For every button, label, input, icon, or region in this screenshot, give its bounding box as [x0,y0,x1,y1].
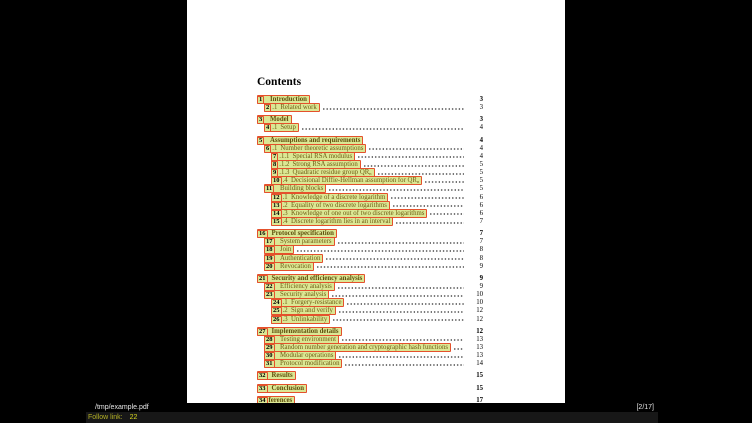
leader-dots [332,295,464,297]
leader-dots [299,376,464,378]
toc-row [257,144,483,152]
toc-page-number: 5 [479,160,483,168]
toc-row [257,209,483,217]
toc-row [257,282,483,290]
toc-row [257,95,483,103]
toc-page-number: 12 [476,327,483,335]
link-hint-label: 19 [266,254,273,262]
toc-number [272,177,288,184]
link-hint-label: 17 [266,238,273,246]
toc-row [257,136,483,144]
toc-number [265,246,277,253]
link-hint-label: 31 [266,360,273,368]
leader-dots [295,120,465,122]
toc-link[interactable] [264,359,342,368]
leader-dots [333,319,464,321]
toc-row [257,168,483,176]
toc-number [265,238,277,245]
toc-row [257,290,483,298]
toc-page-number: 8 [479,246,483,254]
toc-number-rest: .1 [282,193,288,201]
leader-dots [317,266,464,268]
link-hint-label: 18 [266,246,273,254]
toc-page-number: 5 [479,177,483,185]
link-hint-label: 27 [259,327,266,335]
leader-dots [425,181,464,183]
toc-number [265,145,277,152]
link-hint-label: 8 [273,160,277,168]
link-hint-label: 9 [273,169,277,177]
toc-title: Number theoretic assumptions [280,144,364,152]
toc-title: Special RSA modulus [292,152,353,160]
toc-number [258,328,269,335]
toc-number [258,230,269,237]
leader-dots [358,156,464,158]
toc-title: Security analysis [280,291,327,299]
leader-dots [340,234,464,236]
toc-title: Protocol modification [280,360,340,368]
toc-page-number: 12 [476,315,483,323]
toc-title: Testing environment [280,335,336,343]
leader-dots [430,213,464,215]
toc-page-number: 5 [479,169,483,177]
link-hint-label: 5 [259,136,263,144]
toc-number-rest: .1 [272,104,278,112]
toc-row [257,201,483,209]
toc-page-number: 3 [479,96,483,103]
link-hint-label: 16 [259,230,266,238]
toc-title: Conclusion [271,384,304,392]
toc-link[interactable] [264,262,314,271]
toc-row [257,327,483,335]
toc-title: Knowledge of one out of two discrete logarithms [291,209,425,217]
toc-number [258,275,269,282]
toc-title: Sign and verify [291,307,333,315]
toc-number [272,210,288,217]
toc-row [257,115,483,123]
toc-title: Revocation [280,262,311,270]
toc-title: Discrete logarithm lies in an interval [291,217,391,225]
leader-dots [310,388,464,390]
toc-link[interactable] [257,384,307,393]
leader-dots [338,242,464,244]
link-hint-label: 23 [266,291,273,299]
toc-page-number: 17 [476,396,483,403]
toc-page-number: 6 [479,209,483,217]
toc-number-rest: .1.3 [279,169,290,177]
table-of-contents [257,76,483,403]
leader-dots [326,258,464,260]
toc-page-number: 3 [479,116,483,124]
link-hint-label: 22 [266,282,273,290]
toc-page-number: 13 [476,352,483,360]
leader-dots [368,278,464,280]
link-hint-label: 12 [273,193,280,201]
toc-number-rest: .4 [282,177,288,185]
leader-dots [323,108,464,110]
toc-title: Results [271,372,293,380]
toc-number [272,316,288,323]
toc-page-number: 14 [476,360,483,368]
toc-number [265,336,277,343]
toc-title: Building blocks [280,185,324,193]
toc-link[interactable] [257,371,296,380]
toc-number [272,153,289,160]
leader-dots [313,100,464,102]
leader-dots [297,250,464,252]
toc-row [257,160,483,168]
toc-row [257,371,483,379]
toc-link[interactable] [257,396,295,403]
toc-page-number: 6 [479,193,483,201]
link-hint-label: 24 [273,299,280,307]
toc-row [257,335,483,343]
toc-number [265,124,277,131]
toc-number [272,218,288,225]
toc-row [257,359,483,367]
toc-title: Assumptions and requirements [270,136,361,144]
toc-row [257,245,483,253]
leader-dots [298,400,464,402]
toc-row [257,343,483,351]
contents-heading: Contents [257,76,302,88]
toc-row [257,103,483,111]
toc-row [257,274,483,282]
toc-page-number: 4 [479,152,483,160]
toc-link[interactable] [271,217,393,226]
toc-number-rest: .2 [282,201,288,209]
link-hint-label: 7 [273,152,277,160]
toc-row [257,384,483,392]
toc-row [257,351,483,359]
toc-page-number: 15 [476,372,483,380]
toc-page-number: 3 [479,104,483,112]
toc-page-number: 4 [479,124,483,132]
toc-page-number: 4 [479,136,483,144]
toc-row [257,176,483,184]
leader-dots [454,348,464,350]
toc-page-number: 9 [479,274,483,282]
toc-number-rest: .1.1 [279,152,290,160]
toc-row [257,315,483,323]
inputbar[interactable] [86,412,658,423]
leader-dots [329,189,464,191]
toc-title: Equality of two discrete logarithms [291,201,387,209]
inputbar-prompt: Follow link: [88,414,123,421]
toc-number-rest: .1 [272,124,278,132]
toc-title: Setup [280,124,296,132]
leader-dots [339,356,464,358]
toc-number [258,137,267,144]
link-hint-label: 15 [273,217,280,225]
toc-link[interactable] [271,315,330,324]
toc-row [257,396,483,403]
toc-title: Related work [280,104,317,112]
toc-row [257,217,483,225]
toc-number [265,283,277,290]
leader-dots [391,197,464,199]
leader-dots [364,165,464,167]
toc-title: Forgery-resistance [291,299,342,307]
link-hint-label: 26 [273,315,280,323]
toc-number-rest: .1.2 [279,160,290,168]
toc-title: System parameters [280,238,332,246]
inputbar-value[interactable]: 22 [129,414,138,421]
toc-rows [257,95,483,403]
toc-page-number: 15 [476,384,483,392]
toc-number [258,385,269,392]
leader-dots [378,173,464,175]
link-hint-label: 29 [266,343,273,351]
toc-number [272,169,289,176]
toc-number-rest: .2 [282,307,288,315]
toc-number [265,255,277,262]
toc-number [265,104,277,111]
toc-page-number: 7 [479,238,483,246]
toc-title: Unlinkability [291,315,328,323]
toc-page-number: 5 [479,185,483,193]
link-hint-label: 10 [273,177,280,185]
leader-dots [366,140,464,142]
toc-number [265,344,277,351]
leader-dots [393,205,464,207]
link-hint-label: 11 [266,185,273,193]
link-hint-label: 13 [273,201,280,209]
toc-title: Authentication [280,254,321,262]
toc-row [257,254,483,262]
link-hint-label: 2 [266,104,270,112]
leader-dots [339,311,464,313]
toc-page-number: 7 [479,230,483,238]
toc-number [265,352,277,359]
leader-dots [345,331,464,333]
toc-row [257,152,483,160]
toc-number [265,263,277,270]
leader-dots [345,364,464,366]
toc-title: Model [270,116,289,124]
toc-row [257,262,483,270]
toc-page-number: 13 [476,335,483,343]
toc-page-number: 8 [479,254,483,262]
toc-number [265,291,277,298]
leader-dots [369,148,464,150]
link-hint-label: 21 [259,274,266,282]
page-indicator: [2/17] [636,404,654,411]
toc-number [272,299,288,306]
toc-number-rest: .1 [272,144,278,152]
toc-link[interactable] [264,103,320,112]
link-hint-label: 25 [273,307,280,315]
toc-row [257,123,483,131]
toc-title: Knowledge of a discrete logarithm [291,193,386,201]
link-hint-label: 14 [273,209,280,217]
toc-row [257,193,483,201]
link-hint-label: 6 [266,144,270,152]
link-hint-label: 3 [259,116,263,124]
toc-number-rest: .3 [282,315,288,323]
toc-title: Implementation details [271,327,339,335]
leader-dots [396,222,464,224]
statusbar [86,403,658,412]
toc-page-number: 9 [479,262,483,270]
toc-row [257,237,483,245]
link-hint-label: 4 [266,124,270,132]
toc-page-number: 9 [479,282,483,290]
toc-number [265,185,277,192]
link-hint-label: 28 [266,335,273,343]
pdf-page [187,0,565,403]
toc-page-number: 12 [476,307,483,315]
toc-page-number: 4 [479,144,483,152]
toc-number [258,116,267,123]
toc-page-number: 6 [479,201,483,209]
toc-row [257,229,483,237]
link-hint-label: 33 [259,384,266,392]
leader-dots [347,303,464,305]
toc-title: Protocol specification [271,230,334,238]
link-hint-label: 32 [259,372,266,380]
toc-page-number: 13 [476,343,483,351]
toc-title: Strong RSA assumption [292,160,358,168]
toc-number-rest: .3 [282,209,288,217]
toc-title: Quadratic residue group $QR_n$ [292,169,372,177]
toc-number-rest: .4 [282,217,288,225]
leader-dots [342,339,464,341]
toc-row [257,184,483,192]
leader-dots [338,287,464,289]
toc-number [272,307,288,314]
toc-number [258,372,269,379]
toc-page-number: 10 [476,299,483,307]
toc-title: Efficiency analysis [280,282,332,290]
toc-number-rest: .1 [282,299,288,307]
leader-dots [302,128,464,130]
toc-number [272,161,289,168]
toc-page-number: 7 [479,217,483,225]
toc-number [258,96,267,103]
toc-title: Introduction [270,96,307,103]
link-hint-label: 34 [259,396,266,403]
toc-row [257,306,483,314]
toc-row [257,298,483,306]
toc-number [272,194,288,201]
toc-title: Security and efficiency analysis [271,274,363,282]
link-hint-label: 1 [259,96,263,103]
file-path: /tmp/example.pdf [95,404,149,411]
toc-title: Random number generation and cryptographic hash functions [280,343,448,351]
toc-page-number: 10 [476,291,483,299]
link-hint-label: 30 [266,352,273,360]
toc-title: Decisional Diffie-Hellman assumption for $QR_n$ [291,177,420,185]
toc-title: Modular operations [280,352,334,360]
toc-number [272,202,288,209]
toc-title: ferences [268,396,293,403]
toc-number [265,360,277,367]
link-hint-label: 20 [266,262,273,270]
toc-title: Join [280,246,292,254]
toc-link[interactable] [264,123,299,132]
